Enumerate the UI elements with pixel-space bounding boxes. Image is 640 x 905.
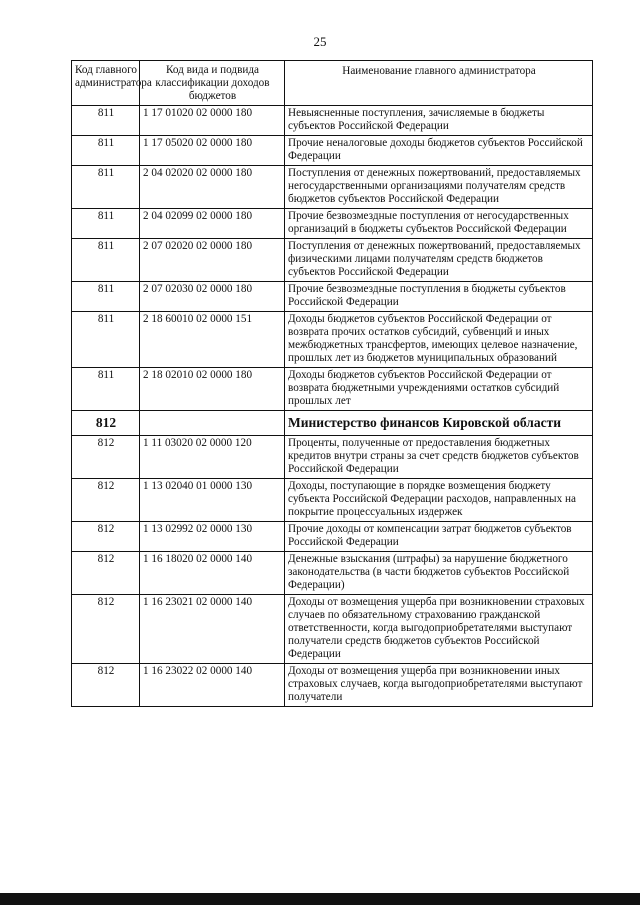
revenue-code-cell: 2 18 02010 02 0000 180: [140, 368, 285, 411]
revenue-code-cell: 1 16 18020 02 0000 140: [140, 552, 285, 595]
admin-code-cell: 812: [72, 436, 140, 479]
page-number: 25: [313, 34, 327, 49]
admin-name-cell: Поступления от денежных пожертвований, предоставляемых негосударственными организациями получателям средств бюджетов субъектов Российской Федерации: [285, 166, 593, 209]
revenue-code-cell: 1 13 02992 02 0000 130: [140, 522, 285, 552]
table-row: [72, 239, 593, 282]
admin-code-cell: 811: [72, 106, 140, 136]
table-row: [72, 106, 593, 136]
revenue-code-cell: [140, 411, 285, 436]
table-header-row: [72, 61, 593, 106]
admin-code-cell: 812: [72, 479, 140, 522]
table-row: [72, 436, 593, 479]
admin-name-cell: Проценты, полученные от предоставления бюджетных кредитов внутри страны за счет средств бюджетов субъектов Российской Федерации: [285, 436, 593, 479]
admin-code-cell: 811: [72, 209, 140, 239]
revenue-code-cell: 2 18 60010 02 0000 151: [140, 312, 285, 368]
table-row: [72, 522, 593, 552]
scan-bottom-edge: [0, 893, 640, 905]
admin-name-cell: Прочие безвозмездные поступления от негосударственных организаций в бюджеты субъектов Российской Федерации: [285, 209, 593, 239]
admin-code-cell: 812: [72, 552, 140, 595]
admin-code-cell: 811: [72, 312, 140, 368]
header-revenue-code: Код вида и подвида классификации доходов бюджетов: [140, 61, 285, 106]
table-row: [72, 209, 593, 239]
admin-name-cell: Доходы от возмещения ущерба при возникновении страховых случаев по обязательному страхованию гражданской ответственности, когда выгодоприобретателями выступают получатели средств бюджетов субъектов Российской Федерации: [285, 595, 593, 664]
revenue-code-cell: 1 11 03020 02 0000 120: [140, 436, 285, 479]
admin-code-cell: 811: [72, 282, 140, 312]
table-row: [72, 552, 593, 595]
admin-name-cell: Прочие доходы от компенсации затрат бюджетов субъектов Российской Федерации: [285, 522, 593, 552]
admin-code-cell: 812: [72, 411, 140, 436]
admin-name-cell: Прочие безвозмездные поступления в бюджеты субъектов Российской Федерации: [285, 282, 593, 312]
revenue-code-cell: 1 16 23021 02 0000 140: [140, 595, 285, 664]
admin-code-cell: 811: [72, 136, 140, 166]
table-row: [72, 595, 593, 664]
revenue-code-cell: 2 04 02099 02 0000 180: [140, 209, 285, 239]
admin-code-cell: 812: [72, 595, 140, 664]
table-row: [72, 136, 593, 166]
admin-name-cell: Доходы, поступающие в порядке возмещения бюджету субъекта Российской Федерации расходов, направленных на покрытие процессуальных издержек: [285, 479, 593, 522]
admin-code-cell: 811: [72, 368, 140, 411]
table-row: [72, 166, 593, 209]
admin-code-cell: 811: [72, 239, 140, 282]
header-admin-code: Код главного администратора: [72, 61, 140, 106]
admin-name-cell: Министерство финансов Кировской области: [285, 411, 593, 436]
table-row: [72, 479, 593, 522]
table-row: [72, 282, 593, 312]
revenue-administrators-table: [71, 60, 593, 707]
admin-name-cell: Доходы от возмещения ущерба при возникновении иных страховых случаев, когда выгодоприобретателями выступают получатели: [285, 664, 593, 707]
header-admin-name: Наименование главного администратора: [285, 61, 593, 106]
table-row: [72, 312, 593, 368]
revenue-code-cell: 1 17 01020 02 0000 180: [140, 106, 285, 136]
admin-name-cell: Денежные взыскания (штрафы) за нарушение бюджетного законодательства (в части бюджетов субъектов Российской Федерации): [285, 552, 593, 595]
revenue-code-cell: 2 07 02020 02 0000 180: [140, 239, 285, 282]
admin-name-cell: Доходы бюджетов субъектов Российской Федерации от возврата бюджетными учреждениями остатков субсидий прошлых лет: [285, 368, 593, 411]
admin-code-cell: 812: [72, 522, 140, 552]
admin-name-cell: Поступления от денежных пожертвований, предоставляемых физическими лицами получателям средств бюджетов субъектов Российской Федерации: [285, 239, 593, 282]
admin-name-cell: Невыясненные поступления, зачисляемые в бюджеты субъектов Российской Федерации: [285, 106, 593, 136]
revenue-code-cell: 1 13 02040 01 0000 130: [140, 479, 285, 522]
table-row: [72, 664, 593, 707]
admin-name-cell: Доходы бюджетов субъектов Российской Федерации от возврата прочих остатков субсидий, субвенций и иных межбюджетных трансфертов, имеющих целевое назначение, прошлых лет из бюджетов муниципальных образований: [285, 312, 593, 368]
admin-code-cell: 811: [72, 166, 140, 209]
ministry-row: [72, 411, 593, 436]
revenue-code-cell: 1 17 05020 02 0000 180: [140, 136, 285, 166]
admin-code-cell: 812: [72, 664, 140, 707]
revenue-code-cell: 1 16 23022 02 0000 140: [140, 664, 285, 707]
table-row: [72, 368, 593, 411]
admin-name-cell: Прочие неналоговые доходы бюджетов субъектов Российской Федерации: [285, 136, 593, 166]
revenue-code-cell: 2 07 02030 02 0000 180: [140, 282, 285, 312]
table-body: [72, 106, 593, 707]
revenue-code-cell: 2 04 02020 02 0000 180: [140, 166, 285, 209]
